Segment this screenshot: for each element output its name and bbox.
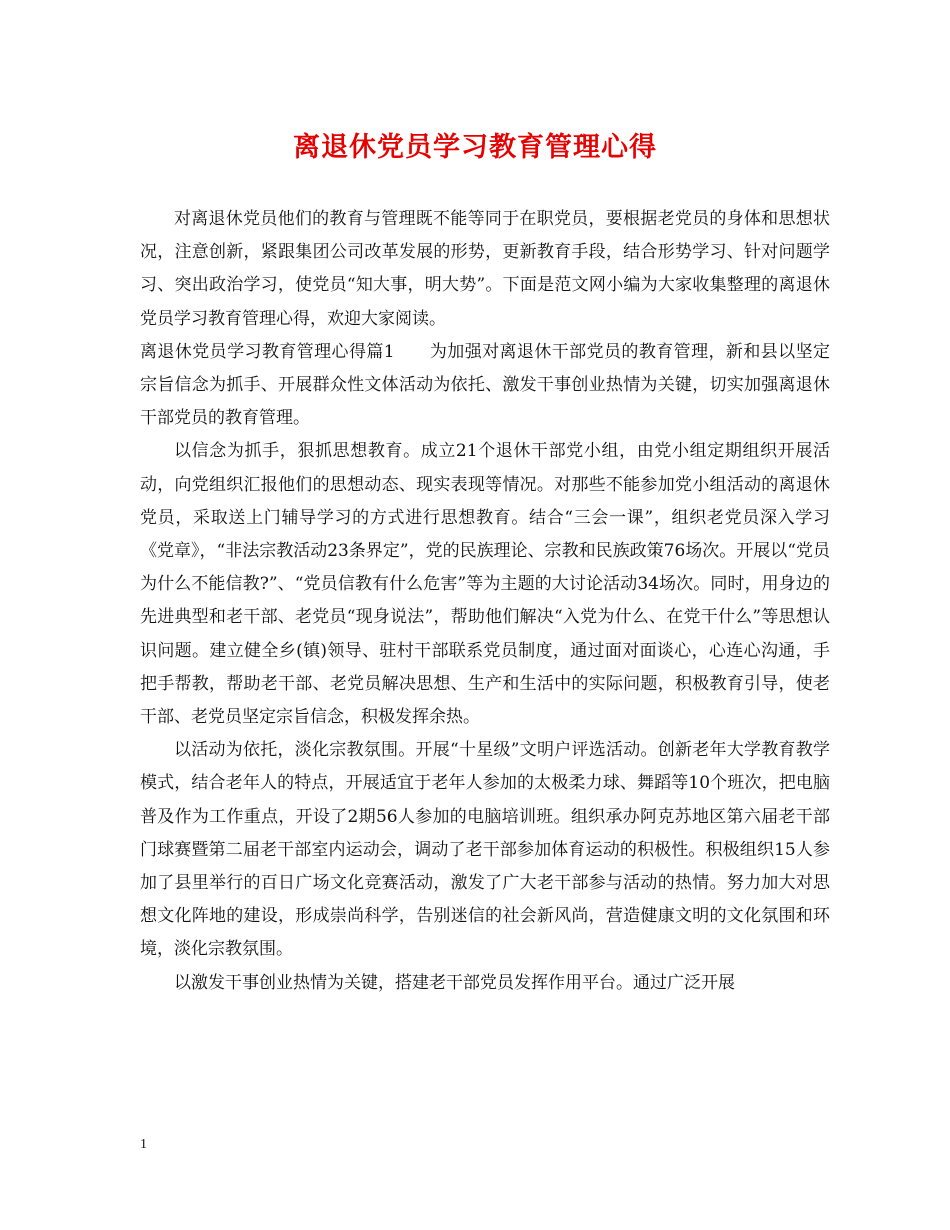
paragraph-intro: 对离退休党员他们的教育与管理既不能等同于在职党员，要根据老党员的身体和思想状况，注意创新，紧跟集团公司改革发展的形势，更新教育手段，结合形势学习、针对问题学习、突出政治学习，使党员“知大事，明大势”。下面是范文网小编为大家收集整理的离退休党员学习教育管理心得，欢迎大家阅读。: [140, 209, 830, 329]
paragraph-enthusiasm: 以激发干事创业热情为关键，搭建老干部党员发挥作用平台。通过广泛开展: [174, 972, 735, 993]
paragraph-belief: 以信念为抓手，狠抓思想教育。成立21个退休干部党小组，由党小组定期组织开展活动，向党组织汇报他们的思想动态、现实表现等情况。对那些不能参加党小组活动的离退休党员，采取送上门辅导学习的方式进行思想教育。结合“三会一课”，组织老党员深入学习《党章》，“非法宗教活动23条界定”，党的民族理论、宗教和民族政策76场次。开展以“党员为什么不能信教?”、“党员信教有什么危害”等为主题的大讨论活动34场次。同时，用身边的先进典型和老干部、老党员“现身说法”，帮助他们解决“入党为什么、在党干什么”等思想认识问题。建立健全乡(镇)领导、驻村干部联系党员制度，通过面对面谈心，心连心沟通，手把手帮教，帮助老干部、老党员解决思想、生产和生活中的实际问题，积极教育引导，使老干部、老党员坚定宗旨信念，积极发挥余热。: [140, 441, 830, 728]
document-body: [140, 203, 830, 1000]
paragraph-activities: 以活动为依托，淡化宗教氛围。开展“十星级”文明户评选活动。创新老年大学教育教学模式，结合老年人的特点，开展适宜于老年人参加的太极柔力球、舞蹈等10个班次，把电脑普及作为工作重点，开设了2期56人参加的电脑培训班。组织承办阿克苏地区第六届老干部门球赛暨第二届老干部室内运动会，调动了老干部参加体育运动的积极性。积极组织15人参加了县里举行的百日广场文化竞赛活动，激发了广大老干部参与活动的热情。努力加大对思想文化阵地的建设，形成崇尚科学，告别迷信的社会新风尚，营造健康文明的文化氛围和环境，淡化宗教氛围。: [140, 740, 830, 960]
page-number: 1: [140, 1137, 147, 1152]
paragraph-section-1: 离退休党员学习教育管理心得篇1 为加强对离退休干部党员的教育管理，新和县以坚定宗旨信念为抓手、开展群众性文体活动为依托、激发干事创业热情为关键，切实加强离退休干部党员的教育管理。: [140, 341, 830, 429]
document-title: 离退休党员学习教育管理心得: [293, 132, 657, 163]
